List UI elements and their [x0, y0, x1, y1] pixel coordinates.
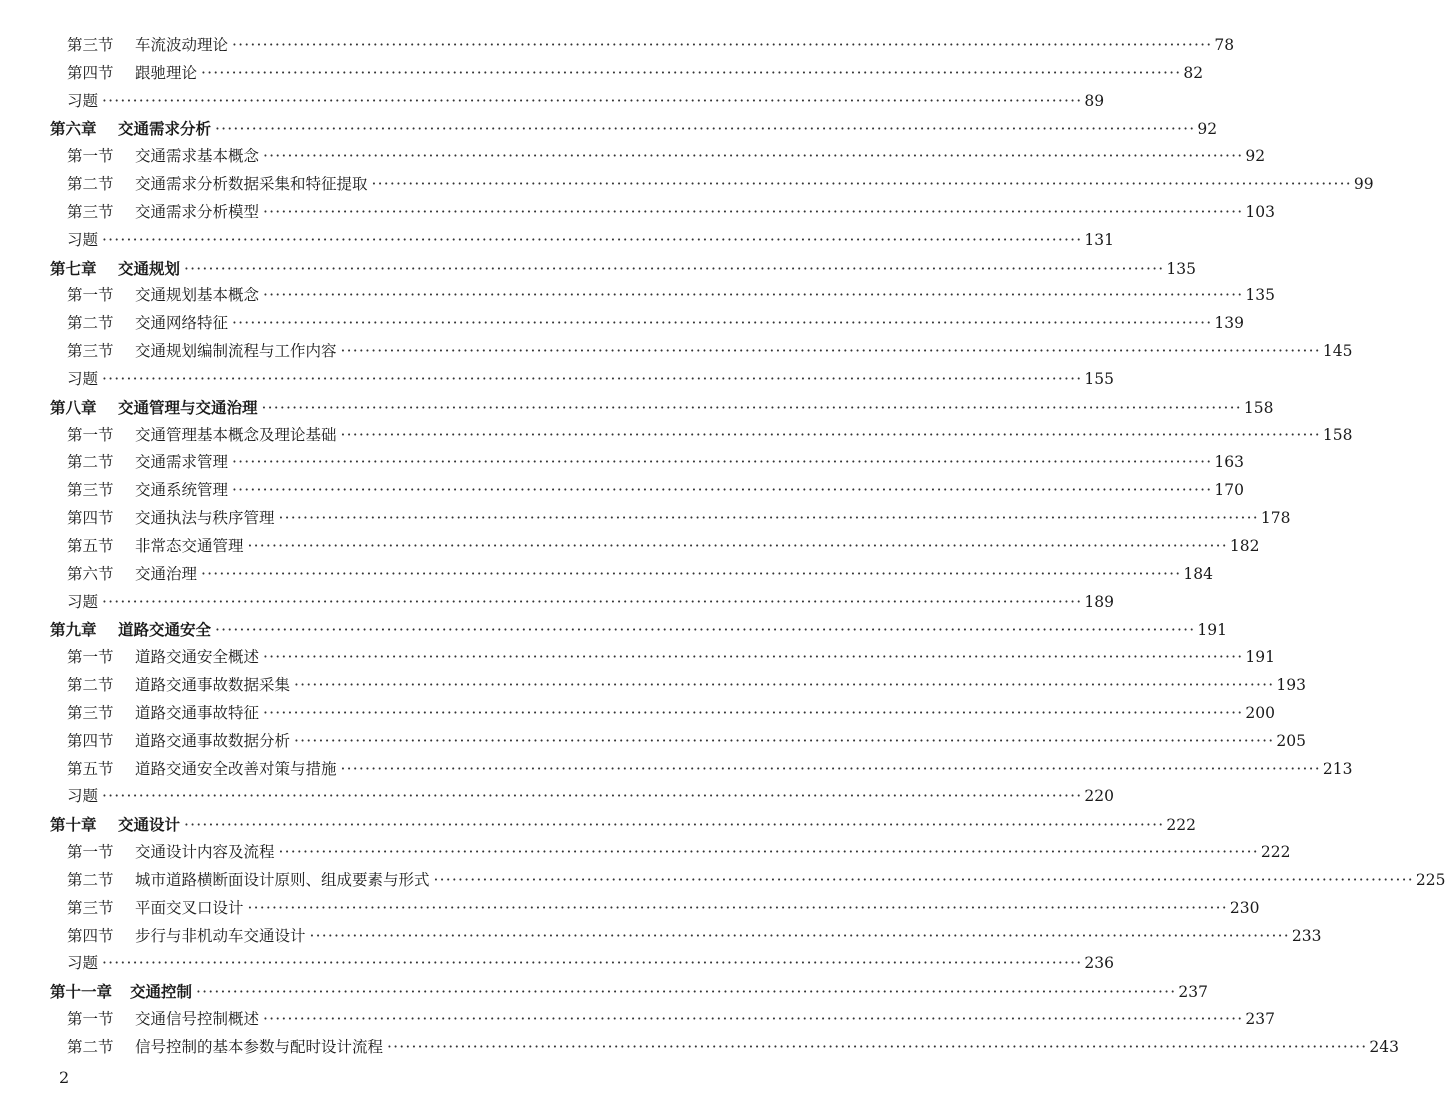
- leader-dots: ································································································································································: [102, 369, 1083, 388]
- toc-entry-label: [67, 728, 290, 756]
- toc-entry-title: 交通规划编制流程与工作内容: [135, 342, 337, 361]
- toc-entry-title: 车流波动理论: [135, 36, 229, 54]
- toc-entry-page: 184: [1183, 564, 1213, 583]
- toc-entry-label: [67, 1034, 383, 1062]
- leader-dots: ································································································································································: [102, 954, 1083, 973]
- leader-dots: ································································································································································: [433, 870, 1414, 889]
- toc-entry-title: 习题: [67, 954, 99, 973]
- toc-section-entry: [0, 644, 1275, 672]
- toc-chapter-entry: [0, 255, 1196, 283]
- toc-entry-title: 道路交通安全: [118, 620, 212, 640]
- toc-entry-label: [67, 533, 244, 561]
- toc-entry-number: 第四节: [67, 63, 114, 82]
- leader-dots: ································································································································································: [232, 314, 1213, 333]
- toc-entry-number: 第一节: [67, 425, 114, 444]
- leader-dots: ································································································································································: [294, 731, 1275, 750]
- leader-dots: ································································································································································: [184, 816, 1165, 835]
- toc-entry-number: 第三节: [67, 703, 114, 722]
- toc-entry-label: [67, 422, 337, 450]
- toc-entry-title: 交通规划基本概念: [135, 286, 260, 305]
- toc-entry-label: [50, 115, 211, 143]
- toc-entry-title: 交通需求管理: [135, 453, 229, 472]
- leader-dots: ································································································································································: [201, 564, 1182, 583]
- toc-entry-page: 163: [1214, 453, 1244, 472]
- leader-dots: ································································································································································: [263, 286, 1244, 305]
- leader-dots: ································································································································································: [340, 425, 1321, 444]
- toc-section-entry: [0, 422, 1353, 450]
- toc-entry-title: 道路交通事故数据采集: [135, 676, 291, 695]
- toc-entry-number: 第二节: [67, 1037, 114, 1056]
- toc-entry-label: [67, 561, 197, 589]
- toc-entry-title: 交通信号控制概述: [135, 1009, 260, 1028]
- toc-entry-number: 第一节: [67, 843, 114, 862]
- toc-entry-label: [67, 449, 228, 477]
- toc-entry-label: [67, 88, 98, 116]
- toc-entry-label: [50, 811, 180, 839]
- toc-entry-title: 交通需求分析模型: [135, 202, 260, 221]
- toc-entry-page: 135: [1245, 286, 1275, 305]
- toc-entry-number: 第十一章: [50, 982, 113, 1002]
- toc-section-entry: [0, 728, 1306, 756]
- toc-entry-number: 第三节: [67, 481, 114, 500]
- toc-entry-page: 155: [1084, 369, 1114, 388]
- toc-entry-title: 交通需求分析: [118, 119, 212, 139]
- toc-section-entry: [0, 867, 1445, 895]
- leader-dots: ································································································································································: [261, 398, 1242, 417]
- toc-section-entry: [0, 839, 1291, 867]
- toc-entry-title: 交通需求基本概念: [135, 147, 260, 166]
- toc-chapter-entry: [0, 115, 1218, 143]
- toc-exercise-entry: [0, 227, 1114, 255]
- toc-chapter-entry: [0, 978, 1208, 1006]
- leader-dots: ································································································································································: [371, 175, 1352, 194]
- toc-entry-number: 第三节: [67, 898, 114, 917]
- toc-entry-number: 第二节: [67, 870, 114, 889]
- toc-entry-title: 交通治理: [135, 564, 198, 583]
- toc-entry-page: 222: [1260, 843, 1291, 862]
- toc-entry-title: 道路交通事故数据分析: [135, 731, 291, 750]
- toc-entry-label: [50, 255, 180, 283]
- toc-entry-label: [50, 394, 258, 422]
- toc-section-entry: [0, 338, 1353, 366]
- page-number: 2: [59, 1068, 70, 1087]
- toc-section-entry: [0, 533, 1260, 561]
- toc-entry-page: 92: [1245, 147, 1266, 166]
- toc-entry-number: 第五节: [67, 536, 114, 555]
- toc-entry-title: 平面交叉口设计: [135, 898, 244, 917]
- toc-entry-label: [67, 366, 98, 394]
- toc-entry-label: [67, 32, 228, 60]
- leader-dots: ································································································································································: [278, 843, 1259, 862]
- toc-entry-title: 步行与非机动车交通设计: [135, 926, 306, 945]
- toc-section-entry: [0, 672, 1306, 700]
- toc-entry-label: [67, 672, 290, 700]
- toc-entry-page: 243: [1369, 1037, 1399, 1056]
- toc-entry-label: [67, 867, 430, 895]
- leader-dots: ································································································································································: [340, 759, 1321, 778]
- toc-entry-number: 第八章: [50, 397, 97, 417]
- toc-section-entry: [0, 756, 1353, 784]
- leader-dots: ································································································································································: [309, 926, 1290, 945]
- toc-section-entry: [0, 282, 1275, 310]
- leader-dots: ································································································································································: [263, 703, 1244, 722]
- toc-entry-page: 135: [1166, 259, 1196, 278]
- toc-section-entry: [0, 561, 1213, 589]
- toc-entry-title: 非常态交通管理: [135, 536, 244, 555]
- toc-entry-label: [67, 338, 337, 366]
- toc-entry-page: 191: [1245, 648, 1275, 667]
- toc-entry-number: 第六节: [67, 564, 114, 583]
- toc-entry-label: [67, 1006, 259, 1034]
- toc-entry-number: 第五节: [67, 759, 114, 778]
- toc-entry-page: 191: [1197, 621, 1227, 640]
- toc-entry-page: 237: [1178, 983, 1208, 1002]
- toc-entry-title: 习题: [67, 230, 99, 249]
- toc-entry-number: 第六章: [50, 119, 97, 139]
- toc-entry-title: 信号控制的基本参数与配时设计流程: [135, 1037, 384, 1056]
- toc-entry-label: [67, 505, 275, 533]
- leader-dots: ································································································································································: [196, 983, 1177, 1002]
- toc-entry-title: 交通系统管理: [135, 481, 229, 500]
- toc-entry-number: 第一节: [67, 648, 114, 667]
- toc-entry-number: 第二节: [67, 453, 114, 472]
- toc-section-entry: [0, 895, 1260, 923]
- toc-entry-label: [67, 310, 228, 338]
- toc-entry-number: 第二节: [67, 314, 114, 333]
- toc-entry-number: 第三节: [67, 36, 114, 54]
- toc-entry-label: [67, 950, 98, 978]
- toc-entry-label: [67, 644, 259, 672]
- toc-entry-title: 交通需求分析数据采集和特征提取: [135, 175, 368, 194]
- toc-entry-page: 233: [1291, 926, 1322, 945]
- leader-dots: ································································································································································: [340, 342, 1321, 361]
- toc-entry-number: 第四节: [67, 731, 114, 750]
- leader-dots: ································································································································································: [102, 91, 1083, 110]
- toc-entry-title: 习题: [67, 592, 99, 611]
- toc-entry-number: 第三节: [67, 202, 114, 221]
- toc-entry-page: 99: [1353, 175, 1374, 194]
- toc-entry-number: 第十章: [50, 815, 97, 835]
- toc-entry-page: 220: [1084, 787, 1114, 806]
- toc-entry-title: 交通控制: [130, 982, 193, 1002]
- toc-entry-label: [67, 227, 98, 255]
- toc-entry-page: 92: [1197, 120, 1218, 139]
- toc-entry-title: 交通规划: [118, 258, 181, 278]
- toc-section-entry: [0, 143, 1266, 171]
- leader-dots: ································································································································································: [247, 898, 1228, 917]
- toc-entry-label: [67, 895, 244, 923]
- toc-chapter-entry: [0, 811, 1196, 839]
- toc-entry-page: 189: [1084, 592, 1114, 611]
- toc-entry-label: [67, 477, 228, 505]
- toc-entry-label: [67, 839, 275, 867]
- toc-entry-page: 230: [1229, 898, 1260, 917]
- toc-section-entry: [0, 1006, 1275, 1034]
- toc-entry-page: 225: [1415, 870, 1445, 889]
- toc-entry-title: 交通网络特征: [135, 314, 229, 333]
- toc-entry-title: 道路交通安全改善对策与措施: [135, 759, 337, 778]
- leader-dots: ································································································································································: [232, 481, 1213, 500]
- toc-section-entry: [0, 32, 1235, 60]
- toc-entry-page: 170: [1214, 481, 1244, 500]
- toc-entry-label: [50, 616, 211, 644]
- toc-section-entry: [0, 449, 1244, 477]
- leader-dots: ································································································································································: [232, 453, 1213, 472]
- toc-entry-page: 158: [1322, 425, 1353, 444]
- toc-entry-label: [67, 589, 98, 617]
- toc-chapter-entry: [0, 394, 1274, 422]
- toc-entry-label: [50, 978, 192, 1006]
- toc-entry-page: 205: [1276, 731, 1306, 750]
- toc-entry-page: 193: [1276, 676, 1306, 695]
- toc-entry-page: 103: [1245, 202, 1275, 221]
- toc-section-entry: [0, 310, 1244, 338]
- toc-entry-title: 道路交通事故特征: [135, 703, 260, 722]
- toc-exercise-entry: [0, 366, 1114, 394]
- toc-entry-page: 222: [1166, 816, 1196, 835]
- leader-dots: ································································································································································: [102, 230, 1083, 249]
- toc-entry-number: 第四节: [67, 926, 114, 945]
- toc-entry-title: 习题: [67, 91, 99, 110]
- toc-entry-label: [67, 282, 259, 310]
- toc-exercise-entry: [0, 589, 1114, 617]
- leader-dots: ································································································································································: [263, 1009, 1244, 1028]
- leader-dots: ································································································································································: [215, 120, 1196, 139]
- toc-entry-title: 城市道路横断面设计原则、组成要素与形式: [135, 870, 430, 889]
- toc-entry-number: 第七章: [50, 258, 97, 278]
- toc-entry-page: 145: [1322, 342, 1353, 361]
- leader-dots: ································································································································································: [263, 202, 1244, 221]
- toc-exercise-entry: [0, 783, 1114, 811]
- toc-entry-number: 第二节: [67, 175, 114, 194]
- toc-entry-label: [67, 756, 337, 784]
- toc-section-entry: [0, 700, 1275, 728]
- toc-entry-title: 交通设计内容及流程: [135, 843, 275, 862]
- toc-entry-number: 第三节: [67, 342, 114, 361]
- leader-dots: ································································································································································: [102, 787, 1083, 806]
- toc-entry-number: 第四节: [67, 509, 114, 528]
- toc-entry-title: 交通管理基本概念及理论基础: [135, 425, 337, 444]
- toc-entry-label: [67, 199, 259, 227]
- toc-entry-page: 178: [1260, 509, 1291, 528]
- toc-entry-title: 习题: [67, 369, 99, 388]
- toc-entry-title: 交通设计: [118, 815, 181, 835]
- toc-entry-page: 78: [1214, 36, 1235, 54]
- toc-entry-page: 237: [1245, 1009, 1275, 1028]
- toc-entry-page: 200: [1245, 703, 1275, 722]
- leader-dots: ································································································································································: [247, 536, 1228, 555]
- toc-entry-title: 道路交通安全概述: [135, 648, 260, 667]
- leader-dots: ································································································································································: [263, 147, 1244, 166]
- toc-entry-label: [67, 700, 259, 728]
- leader-dots: ································································································································································: [184, 259, 1165, 278]
- toc-entry-title: 交通管理与交通治理: [118, 397, 258, 417]
- toc-entry-title: 交通执法与秩序管理: [135, 509, 275, 528]
- toc-section-entry: [0, 171, 1374, 199]
- toc-entry-page: 82: [1183, 63, 1204, 82]
- toc-entry-page: 89: [1084, 91, 1105, 110]
- leader-dots: ································································································································································: [215, 621, 1196, 640]
- leader-dots: ································································································································································: [387, 1037, 1368, 1056]
- leader-dots: ································································································································································: [278, 509, 1259, 528]
- toc-entry-label: [67, 60, 197, 88]
- toc-section-entry: [0, 923, 1322, 951]
- toc-section-entry: [0, 60, 1204, 88]
- leader-dots: ································································································································································: [294, 676, 1275, 695]
- toc-entry-label: [67, 171, 368, 199]
- toc-entry-label: [67, 923, 306, 951]
- toc-chapter-entry: [0, 616, 1227, 644]
- toc-exercise-entry: [0, 88, 1105, 116]
- toc-section-entry: [0, 1034, 1399, 1062]
- toc-entry-label: [67, 783, 98, 811]
- toc-entry-page: 131: [1084, 230, 1114, 249]
- toc-entry-number: 第九章: [50, 620, 97, 640]
- leader-dots: ································································································································································: [201, 63, 1182, 82]
- toc-entry-page: 182: [1229, 536, 1260, 555]
- toc-entry-label: [67, 143, 259, 171]
- toc-section-entry: [0, 199, 1275, 227]
- leader-dots: ································································································································································: [263, 648, 1244, 667]
- toc-section-entry: [0, 477, 1244, 505]
- toc-entry-number: 第一节: [67, 1009, 114, 1028]
- leader-dots: ································································································································································: [232, 36, 1213, 54]
- toc-exercise-entry: [0, 950, 1114, 978]
- toc-entry-page: 158: [1243, 398, 1274, 417]
- toc-entry-page: 236: [1084, 954, 1114, 973]
- toc-entry-number: 第一节: [67, 147, 114, 166]
- toc-entry-title: 跟驰理论: [135, 63, 198, 82]
- toc-section-entry: [0, 505, 1291, 533]
- toc-entry-page: 139: [1214, 314, 1244, 333]
- toc-entry-number: 第一节: [67, 286, 114, 305]
- toc-entry-title: 习题: [67, 787, 99, 806]
- table-of-contents: [0, 32, 1445, 1062]
- leader-dots: ································································································································································: [102, 592, 1083, 611]
- toc-entry-number: 第二节: [67, 676, 114, 695]
- toc-entry-page: 213: [1322, 759, 1353, 778]
